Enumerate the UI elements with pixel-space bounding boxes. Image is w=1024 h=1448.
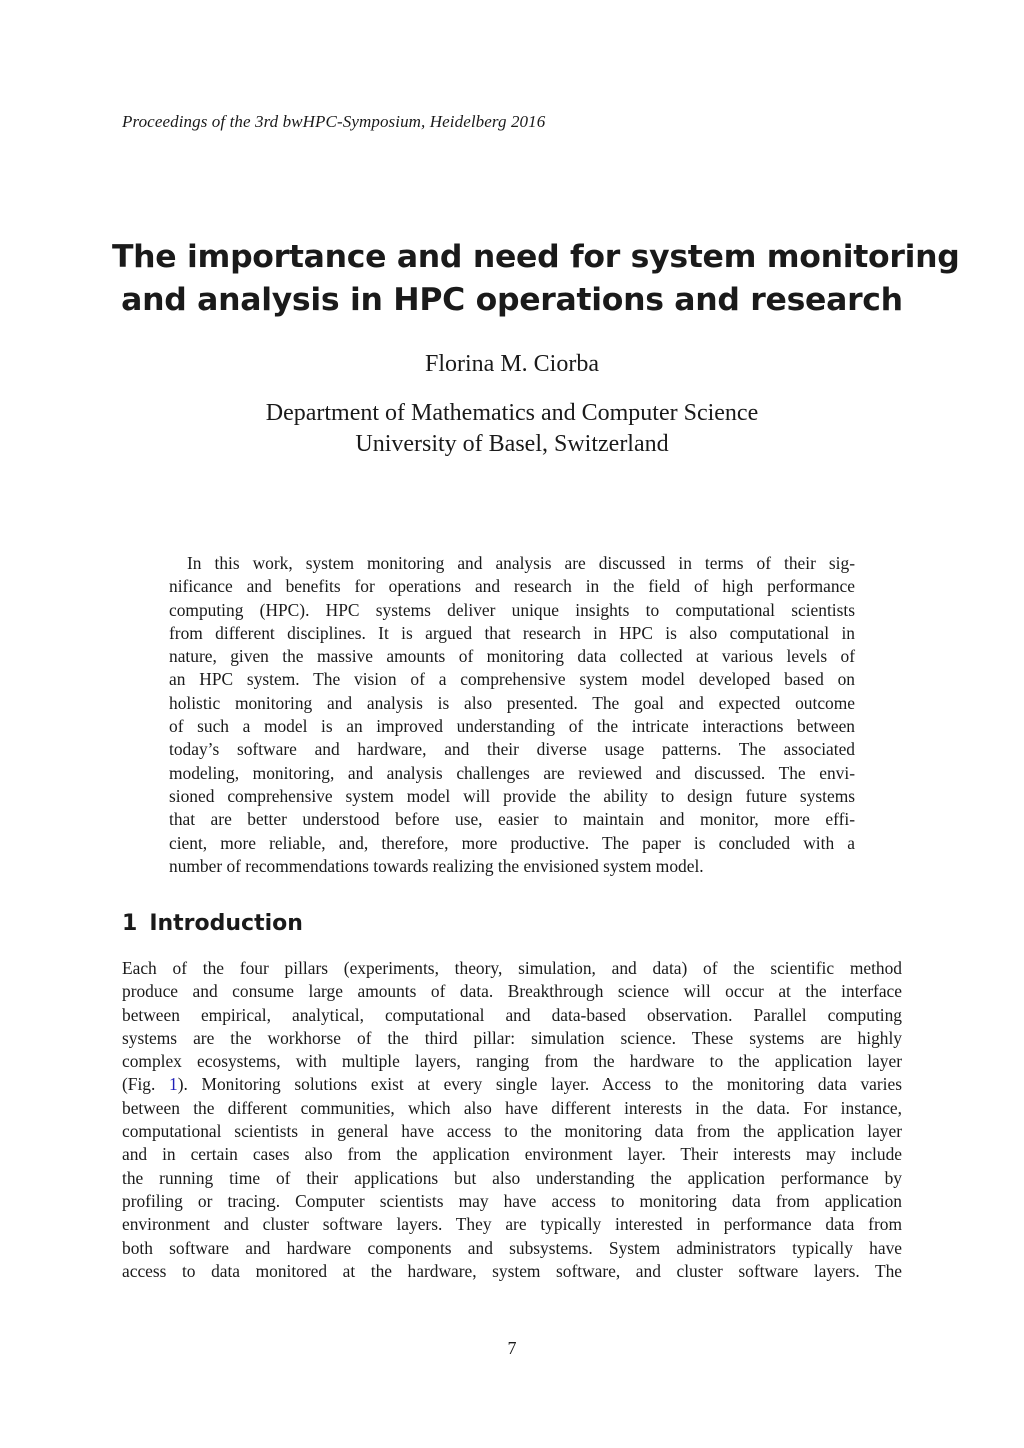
body-line: and in certain cases also from the application environment layer. Their interests may include [122, 1144, 902, 1165]
body-line: produce and consume large amounts of data. Breakthrough science will occur at the interface [122, 981, 902, 1002]
author-affiliation [112, 398, 912, 460]
body-text-fragment: ). Monitoring solutions exist at every single layer. Access to the monitoring data varies [177, 1074, 902, 1095]
paper-title-line-2: and analysis in HPC operations and research [121, 282, 903, 318]
body-line: computational scientists in general have access to the monitoring data from the application layer [122, 1121, 902, 1142]
body-line: between the different communities, which also have different interests in the data. For instance, [122, 1097, 902, 1118]
affiliation-university: University of Basel, Switzerland [355, 431, 669, 457]
page-number: 7 [507, 1338, 517, 1358]
abstract-line: In this work, system monitoring and analysis are discussed in terms of their sig- [187, 553, 855, 573]
abstract-line: from different disciplines. It is argued that research in HPC is also computational in [169, 622, 855, 643]
body-line: environment and cluster software layers. They are typically interested in performance data from [122, 1214, 902, 1235]
abstract [169, 552, 855, 878]
section-number: 1 [122, 911, 138, 936]
body-line: Each of the four pillars (experiments, theory, simulation, and data) of the scientific method [122, 958, 902, 978]
body-line: access to data monitored at the hardware, system software, and cluster software layers. The [122, 1260, 902, 1281]
affiliation-department: Department of Mathematics and Computer Science [265, 400, 759, 426]
body-line: the running time of their applications but also understanding the application performance by [122, 1167, 902, 1188]
abstract-line: modeling, monitoring, and analysis challenges are reviewed and discussed. The envi- [169, 762, 855, 783]
abstract-line: of such a model is an improved understanding of the intricate interactions between [169, 716, 855, 737]
abstract-line: holistic monitoring and analysis is also presented. The goal and expected outcome [169, 692, 855, 713]
section-title: Introduction [149, 911, 303, 936]
abstract-line: number of recommendations towards realizing the envisioned system model. [169, 855, 704, 876]
paper-title-line-1: The importance and need for system monitoring [112, 239, 960, 275]
running-header: Proceedings of the 3rd bwHPC-Symposium, Heidelberg 2016 [122, 112, 546, 131]
body-line: both software and hardware components and subsystems. System administrators typically have [122, 1237, 902, 1258]
body-text-fragment: (Fig. [122, 1074, 169, 1095]
body-line [122, 1073, 902, 1096]
paper-title [112, 236, 960, 322]
abstract-line: that are better understood before use, easier to maintain and monitor, more effi- [169, 809, 855, 830]
body-line: between empirical, analytical, computational and data-based observation. Parallel computing [122, 1004, 902, 1025]
introduction-body [122, 957, 902, 1283]
abstract-line: nature, given the massive amounts of monitoring data collected at various levels of [169, 646, 855, 667]
body-line: systems are the workhorse of the third pillar: simulation science. These systems are highly [122, 1027, 902, 1048]
author-name: Florina M. Ciorba [425, 351, 599, 377]
body-line: profiling or tracing. Computer scientists may have access to monitoring data from application [122, 1190, 902, 1211]
abstract-line: sioned comprehensive system model will provide the ability to design future systems [169, 785, 855, 806]
body-line: complex ecosystems, with multiple layers, ranging from the hardware to the application layer [122, 1051, 902, 1072]
figure-reference-link[interactable]: 1 [169, 1074, 178, 1095]
abstract-line: today’s software and hardware, and their diverse usage patterns. The associated [169, 739, 855, 760]
abstract-line: cient, more reliable, and, therefore, more productive. The paper is concluded with a [169, 832, 855, 853]
abstract-line: nificance and benefits for operations and research in the field of high performance [169, 576, 855, 597]
section-heading-introduction [122, 910, 303, 938]
abstract-line: an HPC system. The vision of a comprehensive system model developed based on [169, 669, 855, 690]
abstract-line: computing (HPC). HPC systems deliver unique insights to computational scientists [169, 599, 855, 620]
